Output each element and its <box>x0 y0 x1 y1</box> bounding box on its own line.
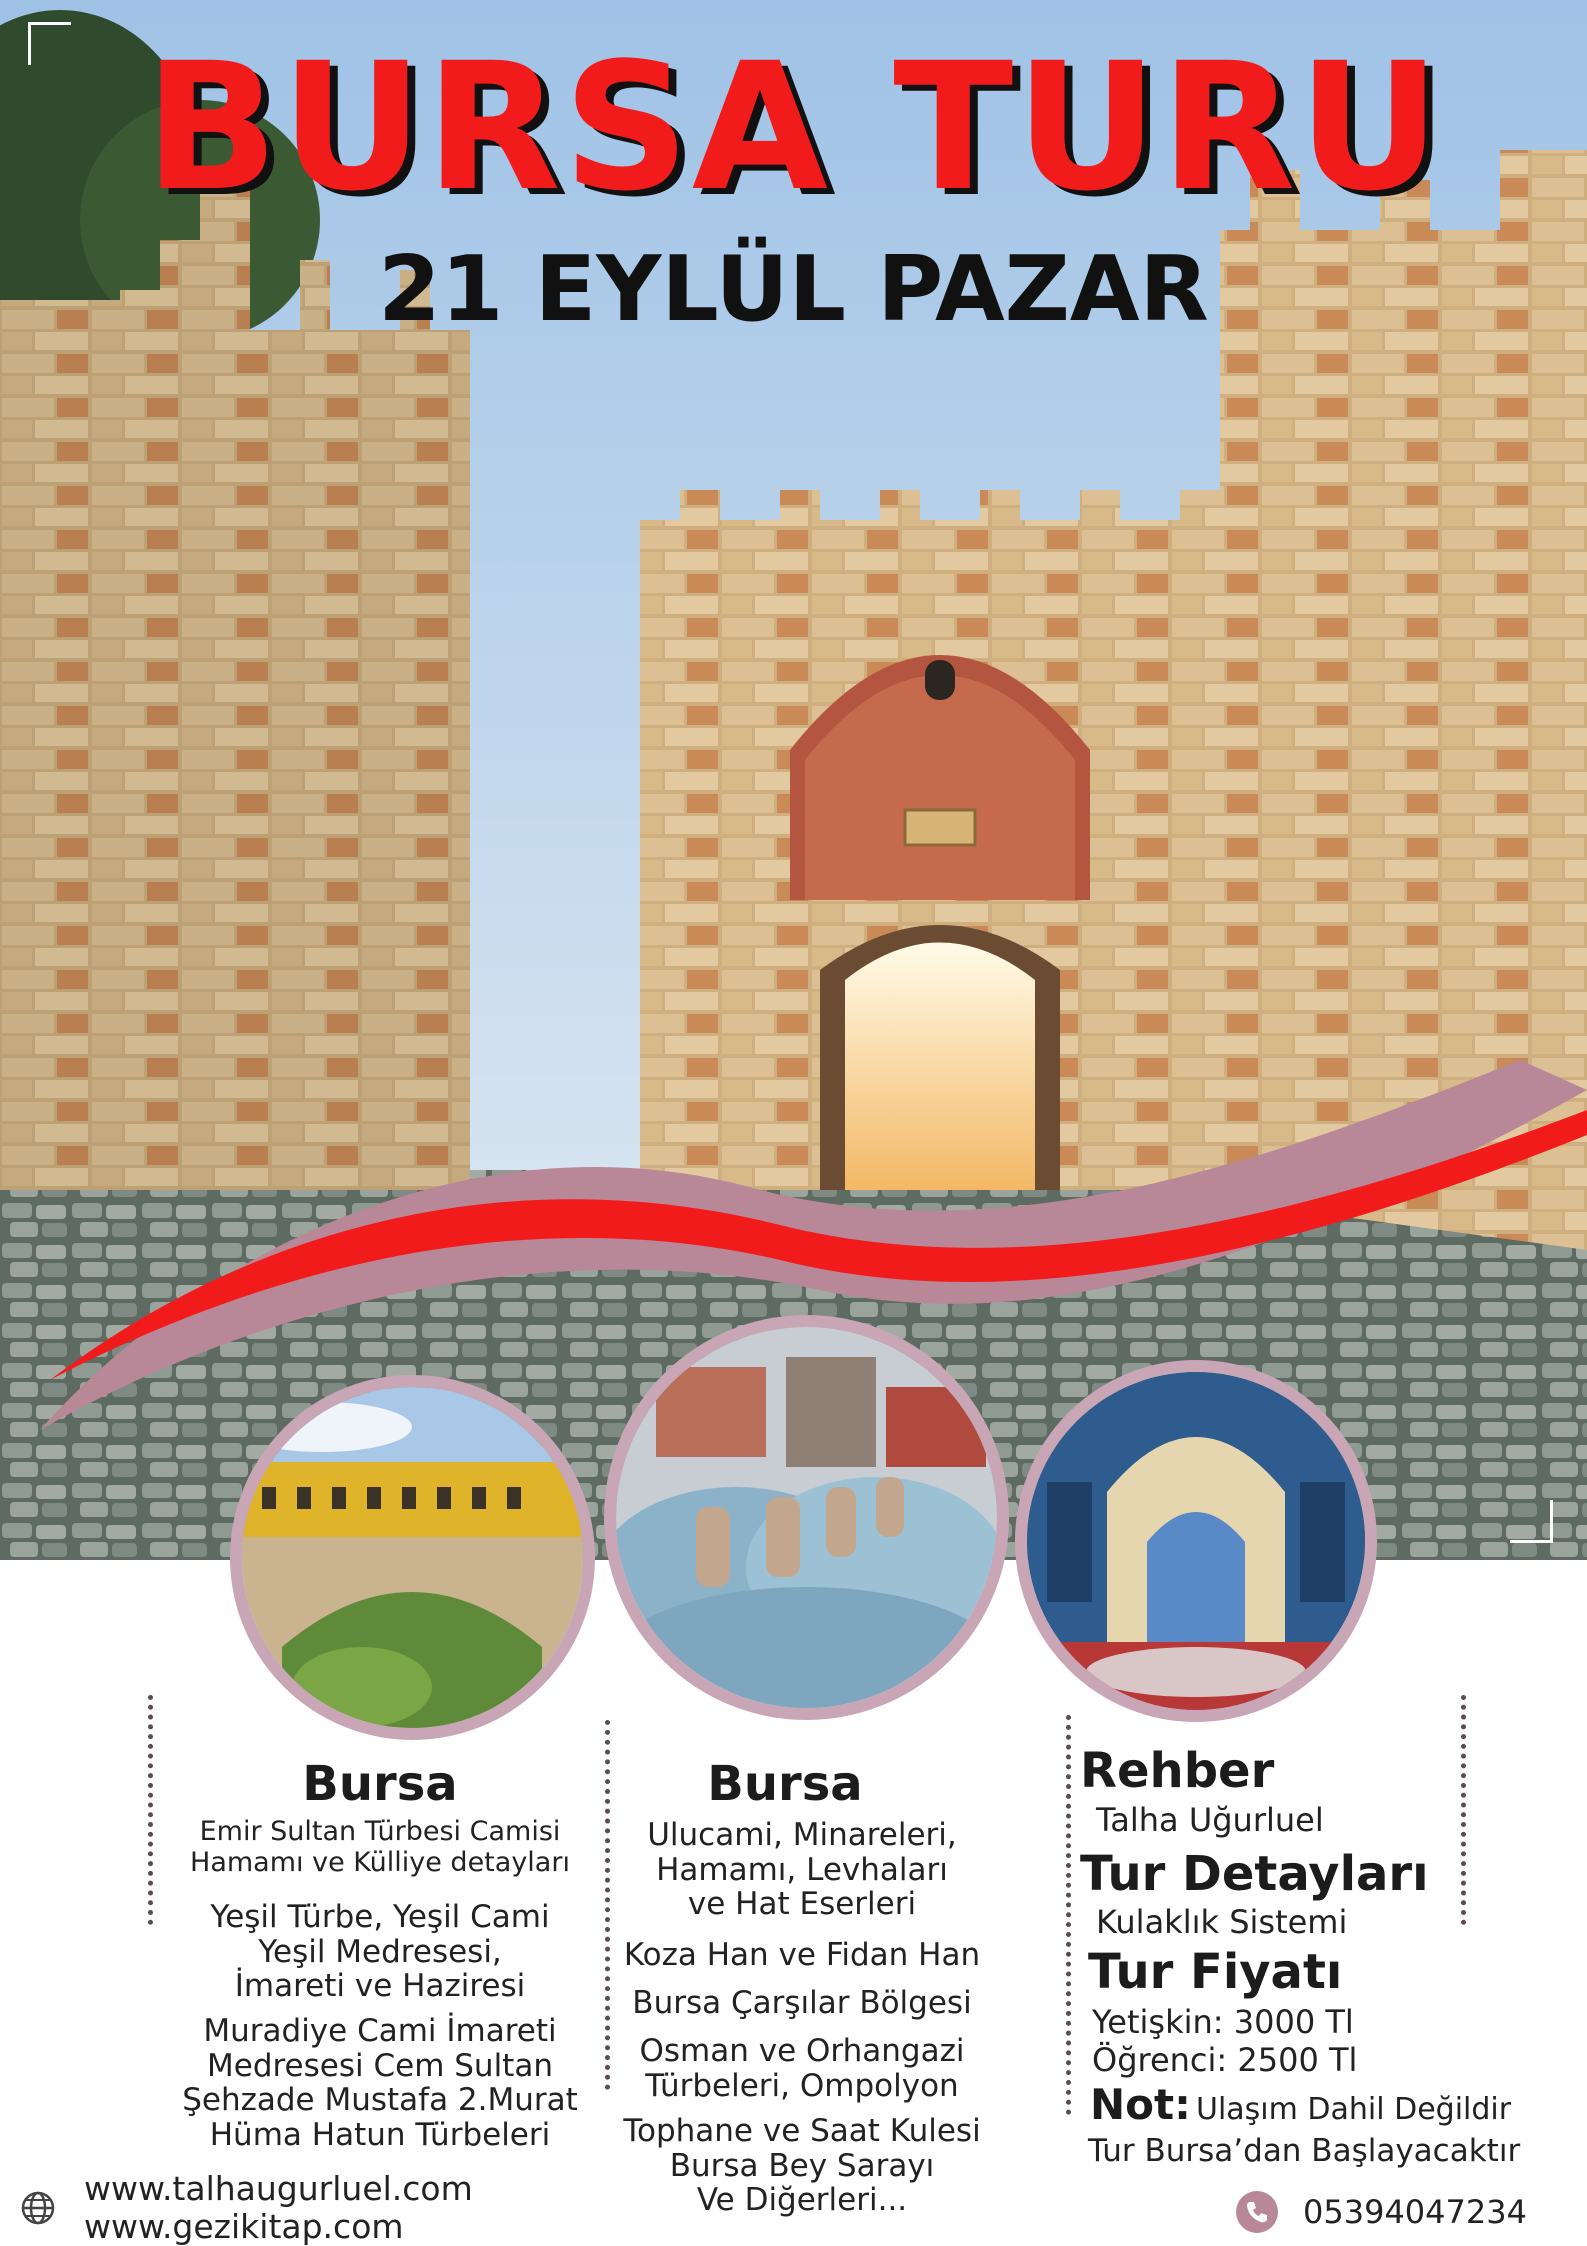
details-heading: Tur Detayları <box>1080 1846 1429 1902</box>
guide-heading: Rehber <box>1080 1743 1275 1799</box>
details-text: Kulaklık Sistemi <box>1096 1903 1348 1941</box>
globe-icon <box>20 2190 56 2226</box>
note-text: Ulaşım Dahil Değildir <box>1195 2092 1512 2127</box>
note-label: Not: <box>1090 2080 1191 2129</box>
guide-name: Talha Uğurluel <box>1096 1801 1324 1839</box>
column2-item-2: Koza Han ve Fidan Han <box>623 1937 981 1973</box>
separator-3 <box>1066 1715 1071 2115</box>
photo-circle-bridge <box>230 1375 595 1740</box>
note-line <box>1090 2080 1512 2129</box>
column1-heading: Bursa <box>302 1756 458 1812</box>
column1-item-3: Muradiye Cami İmareti Medresesi Cem Sultan Şehzade Mustafa 2.Murat Hüma Hatun Türbeleri <box>182 2013 578 2154</box>
column2-item-3: Bursa Çarşılar Bölgesi <box>632 1985 972 2021</box>
column2-item-5: Tophane ve Saat Kulesi Bursa Bey Sarayı Ve Diğerleri... <box>623 2113 981 2219</box>
price-adult: Yetişkin: 3000 Tl <box>1092 2003 1354 2041</box>
separator-1 <box>148 1695 153 1925</box>
event-date: 21 EYLÜL PAZAR <box>378 237 1209 342</box>
column1-item-2: Yeşil Türbe, Yeşil Cami Yeşil Medresesi, İmareti ve Haziresi <box>210 1899 550 2005</box>
website-2[interactable]: www.gezikitap.com <box>84 2207 404 2246</box>
column1-item-1: Emir Sultan Türbesi Camisi Hamamı ve Külliye detayları <box>190 1816 570 1878</box>
column2-item-1: Ulucami, Minareleri, Hamamı, Levhaları ve Hat Eserleri <box>647 1817 957 1923</box>
corner-mark-bottom-right <box>1510 1500 1553 1543</box>
column2-heading: Bursa <box>707 1756 863 1812</box>
page-title: BURSA TURU <box>144 25 1443 230</box>
phone-number[interactable]: 05394047234 <box>1303 2193 1527 2231</box>
photo-circle-domes <box>604 1315 1009 1720</box>
price-heading: Tur Fiyatı <box>1088 1944 1343 2000</box>
price-student: Öğrenci: 2500 Tl <box>1092 2041 1358 2079</box>
photo-circle-mosque-interior <box>1015 1360 1377 1722</box>
website-1[interactable]: www.talhaugurluel.com <box>84 2169 473 2208</box>
separator-4 <box>1461 1695 1466 1925</box>
phone-icon <box>1235 2190 1279 2234</box>
column2-item-4: Osman ve Orhangazi Türbeleri, Ompolyon <box>639 2033 965 2104</box>
note-text-2: Tur Bursa’dan Başlayacaktır <box>1088 2133 1521 2169</box>
